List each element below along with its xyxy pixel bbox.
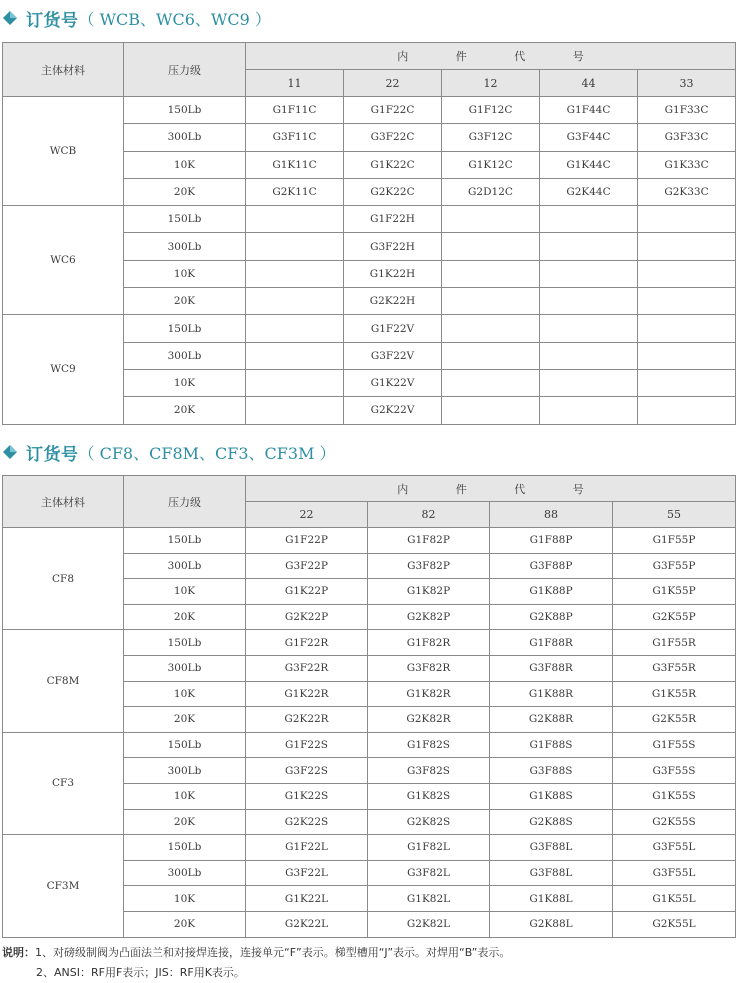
pressure-cell: 20K xyxy=(124,911,246,937)
pressure-cell: 20K xyxy=(124,707,246,733)
order-code-table-2 xyxy=(2,475,736,938)
order-code-cell xyxy=(442,233,540,260)
pressure-cell: 150Lb xyxy=(124,528,246,554)
order-code-cell: G3F88R xyxy=(490,655,613,681)
order-code-cell: G1K44C xyxy=(540,151,638,178)
order-code-cell xyxy=(638,397,736,424)
section1-heading xyxy=(2,4,271,32)
order-code-cell: G1F22P xyxy=(246,528,368,554)
order-code-cell: G2K88L xyxy=(490,911,613,937)
table-row xyxy=(3,315,736,342)
order-code-cell: G1F22V xyxy=(344,315,442,342)
order-code-cell: G1K22H xyxy=(344,260,442,287)
order-code-cell: G2K88P xyxy=(490,604,613,630)
order-code-cell: G1F22L xyxy=(246,835,368,861)
order-code-cell: G2K55S xyxy=(613,809,736,835)
pressure-cell: 300Lb xyxy=(124,655,246,681)
order-code-cell: G1F22S xyxy=(246,732,368,758)
order-code-cell: G3F22R xyxy=(246,655,368,681)
table-row xyxy=(3,835,736,861)
order-code-cell: G1F11C xyxy=(246,97,344,124)
order-code-cell: G3F55P xyxy=(613,553,736,579)
note-text-1: 1、对磅级制阀为凸面法兰和对接焊连接，连接单元“F”表示。梯型槽用“J”表示。对焊用“B”表示。 xyxy=(35,946,511,959)
order-code-cell: G3F22L xyxy=(246,860,368,886)
order-code-cell: G1F22H xyxy=(344,206,442,233)
pressure-cell: 150Lb xyxy=(124,835,246,861)
order-code-cell: G2D12C xyxy=(442,178,540,205)
order-code-cell: G1F12C xyxy=(442,97,540,124)
header-pressure: 压力级 xyxy=(124,43,246,97)
section2-title: 订货号 xyxy=(26,444,79,465)
order-code-cell: G2K82L xyxy=(368,911,490,937)
pressure-cell: 10K xyxy=(124,783,246,809)
order-code-cell: G2K82P xyxy=(368,604,490,630)
note-line-1 xyxy=(2,943,510,963)
order-code-cell xyxy=(638,342,736,369)
pressure-cell: 20K xyxy=(124,809,246,835)
pressure-cell: 10K xyxy=(124,260,246,287)
pressure-cell: 150Lb xyxy=(124,315,246,342)
order-code-cell: G2K82R xyxy=(368,707,490,733)
header-pressure: 压力级 xyxy=(124,476,246,528)
order-code-cell: G1F22R xyxy=(246,630,368,656)
order-code-cell xyxy=(540,315,638,342)
order-code-cell: G1K12C xyxy=(442,151,540,178)
note-text-2: 2、ANSI：RF用F表示；JIS：RF用K表示。 xyxy=(36,966,245,979)
inner-code-header: 33 xyxy=(638,70,736,97)
order-code-cell xyxy=(442,288,540,315)
order-code-cell: G3F22V xyxy=(344,342,442,369)
inner-code-header: 22 xyxy=(344,70,442,97)
pressure-cell: 300Lb xyxy=(124,124,246,151)
order-code-cell: G1K82L xyxy=(368,886,490,912)
order-code-cell: G3F22H xyxy=(344,233,442,260)
order-code-cell: G1F82S xyxy=(368,732,490,758)
section1-title: 订货号 xyxy=(26,10,79,31)
order-code-cell: G2K22P xyxy=(246,604,368,630)
order-code-cell xyxy=(638,288,736,315)
pressure-cell: 300Lb xyxy=(124,553,246,579)
order-code-cell: G3F33C xyxy=(638,124,736,151)
order-code-cell: G3F88S xyxy=(490,758,613,784)
header-inner-code: 内 件 代 号 xyxy=(246,43,736,70)
order-code-cell: G3F44C xyxy=(540,124,638,151)
order-code-cell: G1K82P xyxy=(368,579,490,605)
order-code-cell xyxy=(540,397,638,424)
material-cell: CF8 xyxy=(3,528,124,630)
order-code-cell xyxy=(246,342,344,369)
order-code-cell: G2K11C xyxy=(246,178,344,205)
pressure-cell: 150Lb xyxy=(124,206,246,233)
pressure-cell: 150Lb xyxy=(124,97,246,124)
order-code-cell: G3F55S xyxy=(613,758,736,784)
order-code-cell: G2K55L xyxy=(613,911,736,937)
inner-code-header: 22 xyxy=(246,502,368,528)
section2-heading xyxy=(2,438,336,466)
order-code-cell xyxy=(246,260,344,287)
inner-code-header: 12 xyxy=(442,70,540,97)
order-code-cell: G2K22S xyxy=(246,809,368,835)
order-code-cell xyxy=(540,260,638,287)
order-code-cell: G1F82P xyxy=(368,528,490,554)
order-code-cell: G1F55S xyxy=(613,732,736,758)
pressure-cell: 150Lb xyxy=(124,732,246,758)
order-code-cell: G1K88P xyxy=(490,579,613,605)
order-code-cell: G1F82R xyxy=(368,630,490,656)
order-code-table-1 xyxy=(2,42,736,425)
pressure-cell: 20K xyxy=(124,288,246,315)
order-code-cell: G1F55R xyxy=(613,630,736,656)
order-code-cell xyxy=(246,369,344,396)
inner-code-header: 55 xyxy=(613,502,736,528)
order-code-cell xyxy=(246,397,344,424)
material-cell: CF3M xyxy=(3,835,124,937)
order-code-cell: G1K33C xyxy=(638,151,736,178)
order-code-cell: G1K22S xyxy=(246,783,368,809)
material-cell: WCB xyxy=(3,97,124,206)
order-code-cell: G2K33C xyxy=(638,178,736,205)
pressure-cell: 150Lb xyxy=(124,630,246,656)
table-row xyxy=(3,206,736,233)
order-code-cell: G3F22S xyxy=(246,758,368,784)
table-row xyxy=(3,528,736,554)
order-code-cell: G3F22C xyxy=(344,124,442,151)
order-code-cell: G2K82S xyxy=(368,809,490,835)
order-code-cell: G1K55P xyxy=(613,579,736,605)
order-code-cell: G1K22V xyxy=(344,369,442,396)
order-code-cell: G2K22R xyxy=(246,707,368,733)
order-code-cell: G3F55L xyxy=(613,835,736,861)
order-code-cell xyxy=(540,342,638,369)
material-cell: CF3 xyxy=(3,732,124,834)
order-code-cell: G3F12C xyxy=(442,124,540,151)
section2-subtitle: （ CF8、CF8M、CF3、CF3M ） xyxy=(78,443,336,463)
order-code-cell xyxy=(246,233,344,260)
order-code-cell: G2K22V xyxy=(344,397,442,424)
order-code-cell xyxy=(638,369,736,396)
table-row xyxy=(3,732,736,758)
order-code-cell xyxy=(246,206,344,233)
pressure-cell: 300Lb xyxy=(124,860,246,886)
order-code-cell xyxy=(442,260,540,287)
header-material: 主体材料 xyxy=(3,43,124,97)
pressure-cell: 10K xyxy=(124,151,246,178)
order-code-cell xyxy=(442,206,540,233)
header-inner-code: 内 件 代 号 xyxy=(246,476,736,502)
material-cell: WC6 xyxy=(3,206,124,315)
order-code-cell xyxy=(638,233,736,260)
order-code-cell: G3F55L xyxy=(613,860,736,886)
order-code-cell: G3F22P xyxy=(246,553,368,579)
material-cell: WC9 xyxy=(3,315,124,424)
order-code-cell xyxy=(540,206,638,233)
order-code-cell: G3F88L xyxy=(490,860,613,886)
notes xyxy=(2,943,510,983)
order-code-cell xyxy=(442,369,540,396)
order-code-cell xyxy=(442,397,540,424)
diamond-bullet-icon xyxy=(2,11,18,25)
order-code-cell: G2K22H xyxy=(344,288,442,315)
order-code-cell xyxy=(540,288,638,315)
order-code-cell: G2K55P xyxy=(613,604,736,630)
pressure-cell: 20K xyxy=(124,178,246,205)
pressure-cell: 10K xyxy=(124,886,246,912)
order-code-cell: G3F88L xyxy=(490,835,613,861)
order-code-cell: G1K22C xyxy=(344,151,442,178)
diamond-bullet-icon xyxy=(2,445,18,459)
order-code-cell: G1F55P xyxy=(613,528,736,554)
order-code-cell xyxy=(638,315,736,342)
order-code-cell xyxy=(442,315,540,342)
header-material: 主体材料 xyxy=(3,476,124,528)
pressure-cell: 20K xyxy=(124,604,246,630)
order-code-cell: G2K88R xyxy=(490,707,613,733)
order-code-cell: G1K22R xyxy=(246,681,368,707)
order-code-cell: G3F82P xyxy=(368,553,490,579)
order-code-cell: G2K22C xyxy=(344,178,442,205)
table-row xyxy=(3,97,736,124)
order-code-cell: G1F88R xyxy=(490,630,613,656)
note-label: 说明： xyxy=(2,946,35,959)
order-code-cell: G1K82S xyxy=(368,783,490,809)
material-cell: CF8M xyxy=(3,630,124,732)
pressure-cell: 300Lb xyxy=(124,758,246,784)
inner-code-header: 88 xyxy=(490,502,613,528)
order-code-cell: G2K44C xyxy=(540,178,638,205)
order-code-cell: G1F88P xyxy=(490,528,613,554)
inner-code-header: 82 xyxy=(368,502,490,528)
order-code-cell: G3F82S xyxy=(368,758,490,784)
order-code-cell xyxy=(246,315,344,342)
order-code-cell: G1K11C xyxy=(246,151,344,178)
order-code-cell: G1F44C xyxy=(540,97,638,124)
order-code-cell xyxy=(540,369,638,396)
pressure-cell: 10K xyxy=(124,681,246,707)
order-code-cell: G1K55S xyxy=(613,783,736,809)
inner-code-header: 11 xyxy=(246,70,344,97)
order-code-cell: G3F11C xyxy=(246,124,344,151)
order-code-cell: G1K88L xyxy=(490,886,613,912)
order-code-cell: G1K88R xyxy=(490,681,613,707)
pressure-cell: 20K xyxy=(124,397,246,424)
order-code-cell: G1F33C xyxy=(638,97,736,124)
table-row xyxy=(3,630,736,656)
order-code-cell xyxy=(442,342,540,369)
order-code-cell xyxy=(638,206,736,233)
note-line-2 xyxy=(2,963,510,983)
order-code-cell: G2K88S xyxy=(490,809,613,835)
order-code-cell: G3F55R xyxy=(613,655,736,681)
pressure-cell: 300Lb xyxy=(124,342,246,369)
order-code-cell xyxy=(638,260,736,287)
order-code-cell: G1F22C xyxy=(344,97,442,124)
order-code-cell: G1K22P xyxy=(246,579,368,605)
pressure-cell: 300Lb xyxy=(124,233,246,260)
inner-code-header: 44 xyxy=(540,70,638,97)
section1-subtitle: （ WCB、WC6、WC9 ） xyxy=(78,9,271,29)
order-code-cell: G3F82L xyxy=(368,860,490,886)
order-code-cell: G1K88S xyxy=(490,783,613,809)
order-code-cell: G2K22L xyxy=(246,911,368,937)
order-code-cell: G1K55R xyxy=(613,681,736,707)
order-code-cell: G1K22L xyxy=(246,886,368,912)
order-code-cell: G3F88P xyxy=(490,553,613,579)
order-code-cell xyxy=(540,233,638,260)
order-code-cell: G1F82L xyxy=(368,835,490,861)
order-code-cell: G1K55L xyxy=(613,886,736,912)
order-code-cell: G3F82R xyxy=(368,655,490,681)
order-code-cell: G1K82R xyxy=(368,681,490,707)
order-code-cell: G2K55R xyxy=(613,707,736,733)
order-code-cell: G1F88S xyxy=(490,732,613,758)
pressure-cell: 10K xyxy=(124,579,246,605)
pressure-cell: 10K xyxy=(124,369,246,396)
order-code-cell xyxy=(246,288,344,315)
